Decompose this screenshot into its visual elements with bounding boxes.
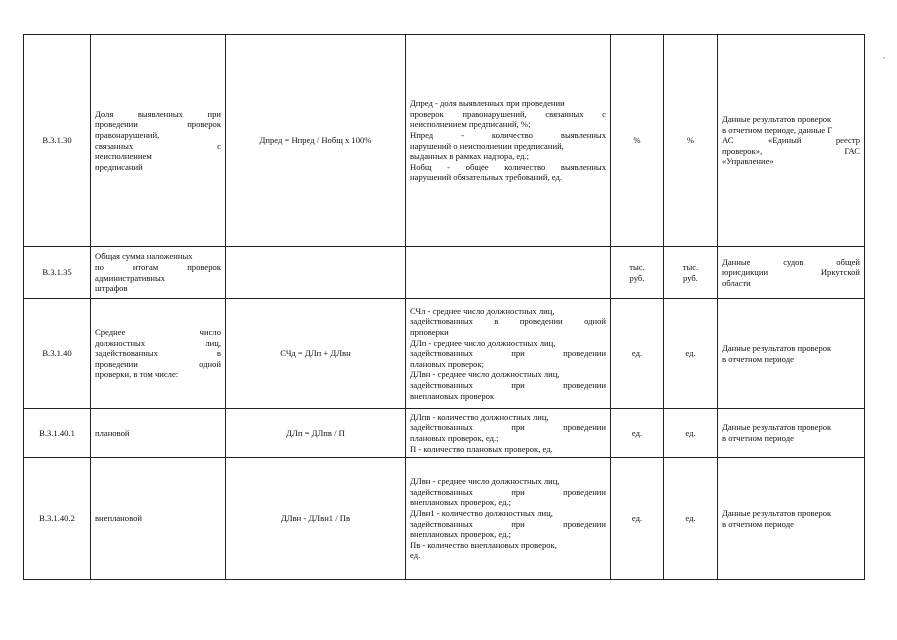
table-row [24, 458, 865, 580]
indicator-formula: СЧд = ДЛп + ДЛвн [226, 299, 406, 409]
scan-speck [883, 57, 885, 59]
data-source: Данные результатов проверок в отчетном периоде [718, 409, 865, 458]
formula-description: Дпред - доля выявленных при проведении проверок правонарушений, связанных с неисполнением предписаний, %; Нпред - количество выявленных нарушений о неисполнении предписаний, выданных в рамках надзора, ед.; Нобщ - общее количество выявленных нарушений обязательных требований, ед. [406, 35, 611, 247]
unit-of-measure-2: % [664, 35, 718, 247]
indicator-name: Общая сумма наложенных по итогам проверок административных штрафов [91, 247, 226, 299]
unit-of-measure: % [611, 35, 664, 247]
indicator-formula: ДЛп = ДЛпв / П [226, 409, 406, 458]
data-source: Данные результатов проверок в отчетном периоде, данные Г АС «Единый реестр проверок», ГАС «Управление» [718, 35, 865, 247]
indicator-code: В.3.1.40.1 [24, 409, 91, 458]
table-row [24, 299, 865, 409]
table-row [24, 35, 865, 247]
indicator-name: внеплановой [91, 458, 226, 580]
indicator-name: Среднее число должностных лиц, задействованных в проведении одной проверки, в том числе: [91, 299, 226, 409]
unit-of-measure: ед. [611, 458, 664, 580]
data-source: Данные результатов проверок в отчетном периоде [718, 458, 865, 580]
table-row [24, 247, 865, 299]
unit-of-measure-2: ед. [664, 299, 718, 409]
data-source: Данные результатов проверок в отчетном периоде [718, 299, 865, 409]
indicator-formula [226, 247, 406, 299]
unit-of-measure: ед. [611, 299, 664, 409]
indicator-code: В.3.1.40.2 [24, 458, 91, 580]
formula-description [406, 247, 611, 299]
indicator-name: Доля выявленных при проведении проверок правонарушений, связанных с неисполнением предписаний [91, 35, 226, 247]
unit-of-measure: ед. [611, 409, 664, 458]
formula-description: СЧл - среднее число должностных лиц, задействованных в проведении одной прповерки ДЛп - среднее число должностных лиц, задействованных при проведении плановых проверок; ДЛвн - среднее число должностных лиц, задействованных при проведении внеплановых проверок [406, 299, 611, 409]
indicator-code: В.3.1.40 [24, 299, 91, 409]
indicators-table [23, 34, 865, 580]
unit-of-measure-2: тыс. руб. [664, 247, 718, 299]
indicator-name: плановой [91, 409, 226, 458]
formula-description: ДЛпв - количество должностных лиц, задействованных при проведении плановых проверок, ед.; П - количество плановых проверок, ед. [406, 409, 611, 458]
formula-description: ДЛвн - среднее число должностных лиц, задействованных при проведении внеплановых проверок, ед.; ДЛвн1 - количество должностных лиц, задействованных при проведении внеплановых проверок, ед.; Пв - количество внеплановых проверок, ед. [406, 458, 611, 580]
indicator-code: В.3.1.30 [24, 35, 91, 247]
indicator-formula: ДЛвн - ДЛвн1 / Пв [226, 458, 406, 580]
unit-of-measure: тыс. руб. [611, 247, 664, 299]
indicator-formula: Дпред = Нпред / Нобщ х 100% [226, 35, 406, 247]
indicator-code: В.3.1.35 [24, 247, 91, 299]
unit-of-measure-2: ед. [664, 458, 718, 580]
unit-of-measure-2: ед. [664, 409, 718, 458]
table-row [24, 409, 865, 458]
data-source: Данные судов общей юрисдикции Иркутской области [718, 247, 865, 299]
